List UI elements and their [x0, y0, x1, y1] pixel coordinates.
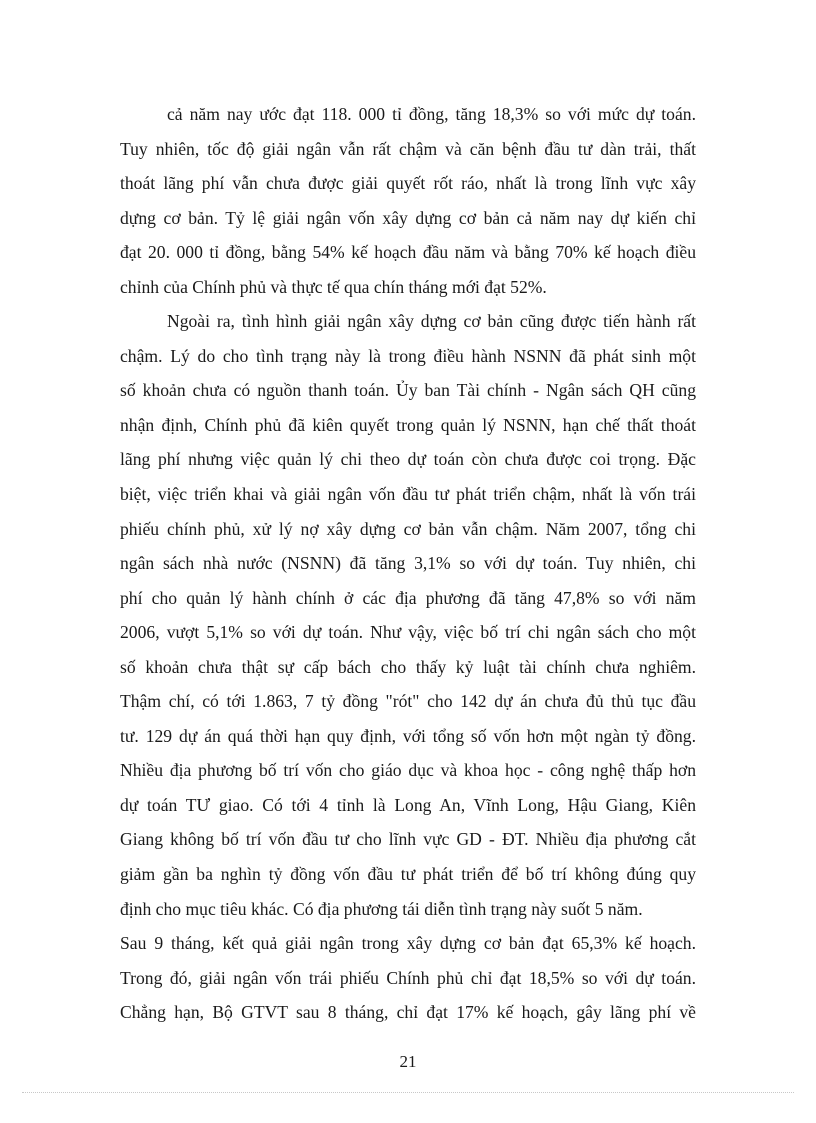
- text-line: tư. 129 dự án quá thời hạn quy định, với tổng số vốn hơn một ngàn tỷ đồng.: [120, 725, 696, 746]
- text-line: biệt, việc triển khai và giải ngân vốn đầu tư phát triển chậm, nhất là vốn trái: [120, 484, 696, 505]
- text-line: chỉnh của Chính phủ và thực tế qua chín tháng mới đạt 52%.: [120, 276, 547, 297]
- page-number: 21: [399, 1052, 417, 1071]
- text-line: 2006, vượt 5,1% so với dự toán. Như vậy, việc bố trí chi ngân sách cho một: [120, 622, 696, 643]
- text-line: đạt 20. 000 tỉ đồng, bằng 54% kế hoạch đầu năm và bằng 70% kế hoạch điều: [120, 242, 696, 263]
- text-line: Trong đó, giải ngân vốn trái phiếu Chính phủ chỉ đạt 18,5% so với dự toán.: [120, 967, 696, 988]
- body-text: [120, 97, 696, 1030]
- text-line: Ngoài ra, tình hình giải ngân xây dựng cơ bản cũng được tiến hành rất: [167, 311, 696, 332]
- text-line: Sau 9 tháng, kết quả giải ngân trong xây dựng cơ bản đạt 65,3% kế hoạch.: [120, 933, 696, 954]
- text-line: cả năm nay ước đạt 118. 000 tỉ đồng, tăng 18,3% so với mức dự toán.: [167, 104, 696, 124]
- text-line: chậm. Lý do cho tình trạng này là trong điều hành NSNN đã phát sinh một: [120, 345, 696, 366]
- text-line: nhận định, Chính phủ đã kiên quyết trong quản lý NSNN, hạn chế thất thoát: [120, 414, 696, 435]
- text-line: ngân sách nhà nước (NSNN) đã tăng 3,1% so với dự toán. Tuy nhiên, chi: [120, 553, 696, 574]
- text-line: thoát lãng phí vẫn chưa được giải quyết rốt ráo, nhất là trong lĩnh vực xây: [120, 173, 696, 194]
- text-line: Nhiều địa phương bố trí vốn cho giáo dục và khoa học - công nghệ thấp hơn: [120, 760, 696, 781]
- text-line: Tuy nhiên, tốc độ giải ngân vẫn rất chậm và căn bệnh đầu tư dàn trải, thất: [120, 138, 696, 159]
- text-line: Chẳng hạn, Bộ GTVT sau 8 tháng, chỉ đạt 17% kế hoạch, gây lãng phí về: [120, 1002, 696, 1023]
- text-line: giảm gần ba nghìn tỷ đồng vốn đầu tư phát triển để bố trí không đúng quy: [120, 864, 696, 885]
- text-line: Giang không bố trí vốn đầu tư cho lĩnh vực GD - ĐT. Nhiều địa phương cắt: [120, 829, 696, 850]
- text-line: Thậm chí, có tới 1.863, 7 tỷ đồng "rót" cho 142 dự án chưa đủ thủ tục đầu: [120, 691, 696, 712]
- text-line: phiếu chính phủ, xử lý nợ xây dựng cơ bản vẫn chậm. Năm 2007, tổng chi: [120, 518, 696, 539]
- text-line: định cho mục tiêu khác. Có địa phương tái diễn tình trạng này suốt 5 năm.: [120, 898, 643, 919]
- text-line: số khoản chưa thật sự cấp bách cho thấy kỷ luật tài chính chưa nghiêm.: [120, 656, 696, 677]
- text-line: phí cho quản lý hành chính ở các địa phương đã tăng 47,8% so với năm: [120, 587, 696, 608]
- text-line: dựng cơ bản. Tỷ lệ giải ngân vốn xây dựng cơ bản cả năm nay dự kiến chỉ: [120, 207, 696, 228]
- page-divider: [22, 1092, 794, 1093]
- text-line: dự toán TƯ giao. Có tới 4 tỉnh là Long An, Vĩnh Long, Hậu Giang, Kiên: [120, 794, 696, 815]
- text-line: lãng phí nhưng việc quản lý chi theo dự toán còn chưa được coi trọng. Đặc: [120, 449, 696, 470]
- text-line: số khoản chưa có nguồn thanh toán. Ủy ban Tài chính - Ngân sách QH cũng: [120, 380, 696, 401]
